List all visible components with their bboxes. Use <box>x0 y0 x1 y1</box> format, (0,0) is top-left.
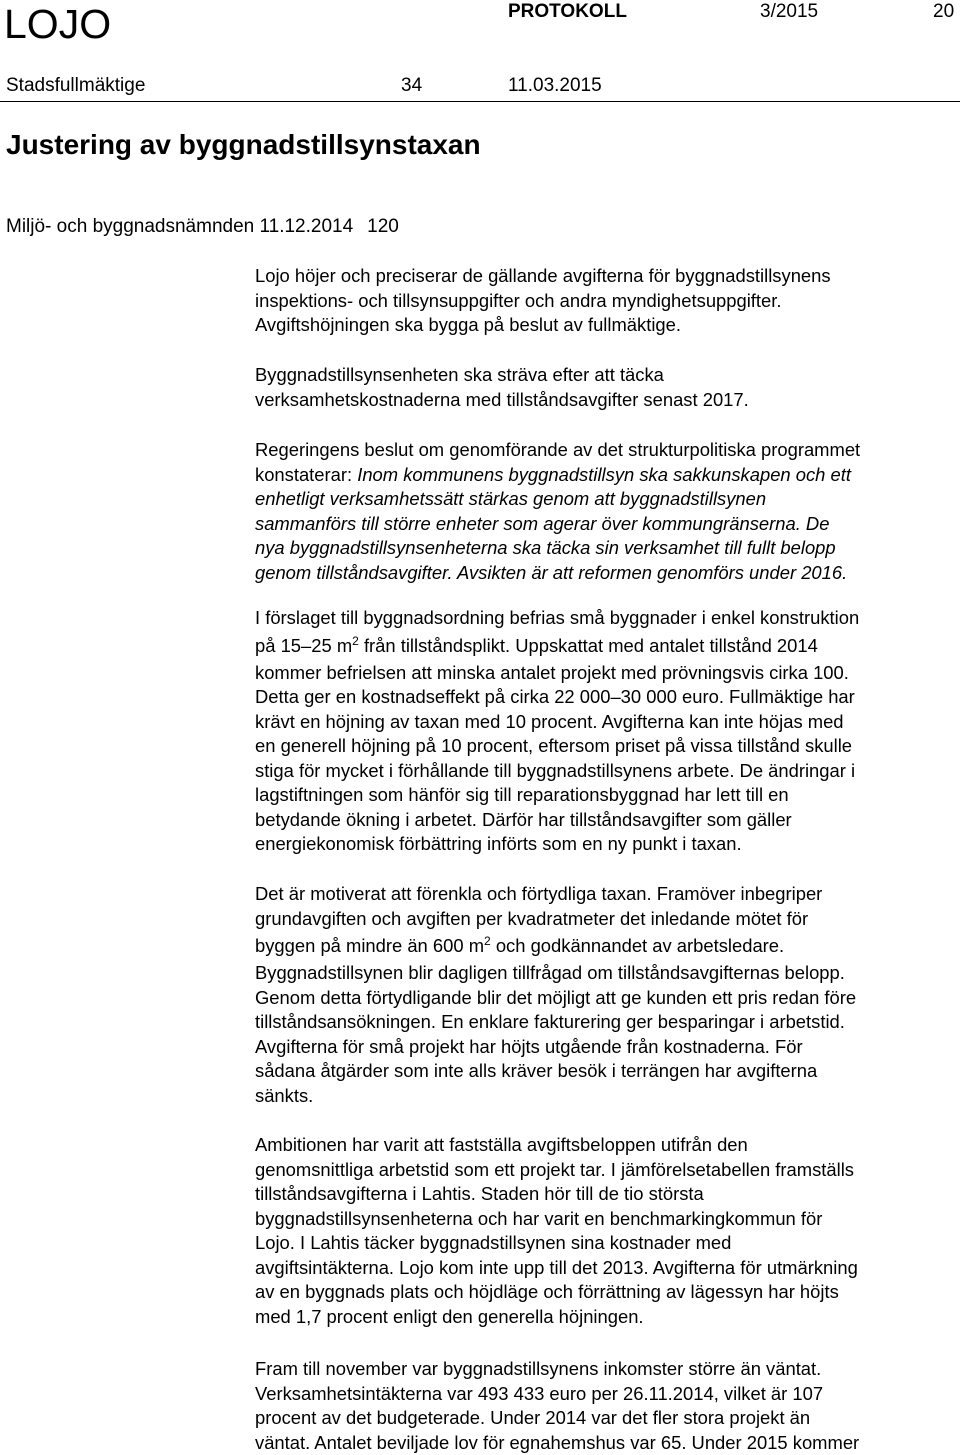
text-line: energiekonomisk förbättring införts som en ny punkt i taxan. <box>255 832 960 857</box>
text-line: procent av det budgeterade. Under 2014 var det fler stora projekt än <box>255 1406 960 1431</box>
document-type: PROTOKOLL <box>508 1 627 23</box>
paragraph-1 <box>255 264 960 338</box>
page-number: 20 <box>933 1 954 23</box>
text-line: verksamhetskostnaderna med tillståndsavgifter senast 2017. <box>255 388 960 413</box>
text-line: lagstiftningen som hänför sig till reparationsbyggnad har lett till en <box>255 783 960 808</box>
italic-quote: genom tillståndsavgifter. Avsikten är att reformen genomförs under 2016. <box>255 561 960 586</box>
text-line: med 1,7 procent enligt den generella höjningen. <box>255 1305 960 1330</box>
superscript: 2 <box>352 634 359 648</box>
paragraph-2 <box>255 363 960 412</box>
text-line: Byggnadstillsynen blir dagligen tillfrågad om tillståndsavgifternas belopp. <box>255 961 960 986</box>
decision-body: Stadsfullmäktige <box>6 75 145 97</box>
paragraph-4 <box>255 606 960 857</box>
text-segment: byggen på mindre än 600 m <box>255 935 484 956</box>
italic-quote: Inom kommunens byggnadstillsyn ska sakkunskapen och ett <box>357 464 851 485</box>
text-line: tillståndsavgifterna i Lahtis. Staden hör till de tio största <box>255 1182 960 1207</box>
text-line <box>255 931 960 961</box>
text-line: en generell höjning på 10 procent, eftersom priset på vissa tillstånd skulle <box>255 734 960 759</box>
text-line: Detta ger en kostnadseffekt på cirka 22 000–30 000 euro. Fullmäktige har <box>255 685 960 710</box>
text-segment: konstaterar: <box>255 464 357 485</box>
document-number: 3/2015 <box>760 1 818 23</box>
text-line: Regeringens beslut om genomförande av det strukturpolitiska programmet <box>255 438 960 463</box>
text-line: Det är motiverat att förenkla och förtydliga taxan. Framöver inbegriper <box>255 882 960 907</box>
text-line: kommer befrielsen att minska antalet projekt med prövningsvis cirka 100. <box>255 661 960 686</box>
superscript: 2 <box>484 934 491 948</box>
italic-quote: enhetligt verksamhetssätt stärkas genom att byggnadstillsynen <box>255 487 960 512</box>
paragraph-6 <box>255 1133 960 1329</box>
text-line: Verksamhetsintäkterna var 493 433 euro per 26.11.2014, vilket är 107 <box>255 1382 960 1407</box>
text-line: av en byggnads plats och höjdläge och förrättning av lägessyn har höjts <box>255 1280 960 1305</box>
paragraph-3 <box>255 438 960 585</box>
text-line: betydande ökning i arbetet. Därför har tillståndsavgifter som gäller <box>255 808 960 833</box>
text-line: I förslaget till byggnadsordning befrias små byggnader i enkel konstruktion <box>255 606 960 631</box>
paragraph-5 <box>255 882 960 1108</box>
header-divider <box>0 101 960 102</box>
text-line: Avgiftshöjningen ska bygga på beslut av fullmäktige. <box>255 313 960 338</box>
paragraph-7 <box>255 1357 960 1455</box>
text-line: stiga för mycket i förhållande till byggnadstillsynens arbete. De ändringar i <box>255 759 960 784</box>
text-line: Fram till november var byggnadstillsynens inkomster större än väntat. <box>255 1357 960 1382</box>
text-line: byggnadstillsynsenheterna och har varit en benchmarkingkommun för <box>255 1207 960 1232</box>
italic-quote: nya byggnadstillsynsenheterna ska täcka sin verksamhet till fullt belopp <box>255 536 960 561</box>
text-line: genomsnittliga arbetstid som ett projekt tar. I jämförelsetabellen framställs <box>255 1158 960 1183</box>
text-line: Genom detta förtydligande blir det möjligt att ge kunden ett pris redan före <box>255 986 960 1011</box>
text-line: Lojo höjer och preciserar de gällande avgifterna för byggnadstillsynens <box>255 264 960 289</box>
committee-reference-text: Miljö- och byggnadsnämnden 11.12.2014 <box>6 216 353 237</box>
text-line: Lojo. I Lahtis täcker byggnadstillsynen sina kostnader med <box>255 1231 960 1256</box>
committee-reference-number: 120 <box>367 215 399 239</box>
page-title: Justering av byggnadstillsynstaxan <box>6 128 481 162</box>
text-line: Ambitionen har varit att fastställa avgiftsbeloppen utifrån den <box>255 1133 960 1158</box>
text-line: Avgifterna för små projekt har höjts utgående från kostnaderna. För <box>255 1035 960 1060</box>
text-line: grundavgiften och avgiften per kvadratmeter det inledande mötet för <box>255 907 960 932</box>
text-line <box>255 631 960 661</box>
text-line: tillståndsansökningen. En enklare fakturering ger besparingar i arbetstid. <box>255 1010 960 1035</box>
committee-reference <box>6 215 399 239</box>
text-segment: och godkännandet av arbetsledare. <box>491 935 784 956</box>
text-line: inspektions- och tillsynsuppgifter och andra myndighetsuppgifter. <box>255 289 960 314</box>
meeting-date: 11.03.2015 <box>508 75 602 97</box>
text-line <box>255 463 960 488</box>
text-line: krävt en höjning av taxan med 10 procent. Avgifterna kan inte höjas med <box>255 710 960 735</box>
italic-quote: sammanförs till större enheter som agerar över kommungränserna. De <box>255 512 960 537</box>
text-line: sänkts. <box>255 1084 960 1109</box>
text-line: Byggnadstillsynsenheten ska sträva efter att täcka <box>255 363 960 388</box>
text-line: avgiftsintäkterna. Lojo kom inte upp till det 2013. Avgifterna för utmärkning <box>255 1256 960 1281</box>
text-line: väntat. Antalet beviljade lov för egnahemshus var 65. Under 2015 kommer <box>255 1431 960 1455</box>
section-number: 34 <box>401 75 422 97</box>
text-segment: på 15–25 m <box>255 635 352 656</box>
organization-name: LOJO <box>4 1 111 47</box>
text-line: sådana åtgärder som inte alls kräver besök i terrängen har avgifterna <box>255 1059 960 1084</box>
text-segment: från tillståndsplikt. Uppskattat med antalet tillstånd 2014 <box>359 635 818 656</box>
